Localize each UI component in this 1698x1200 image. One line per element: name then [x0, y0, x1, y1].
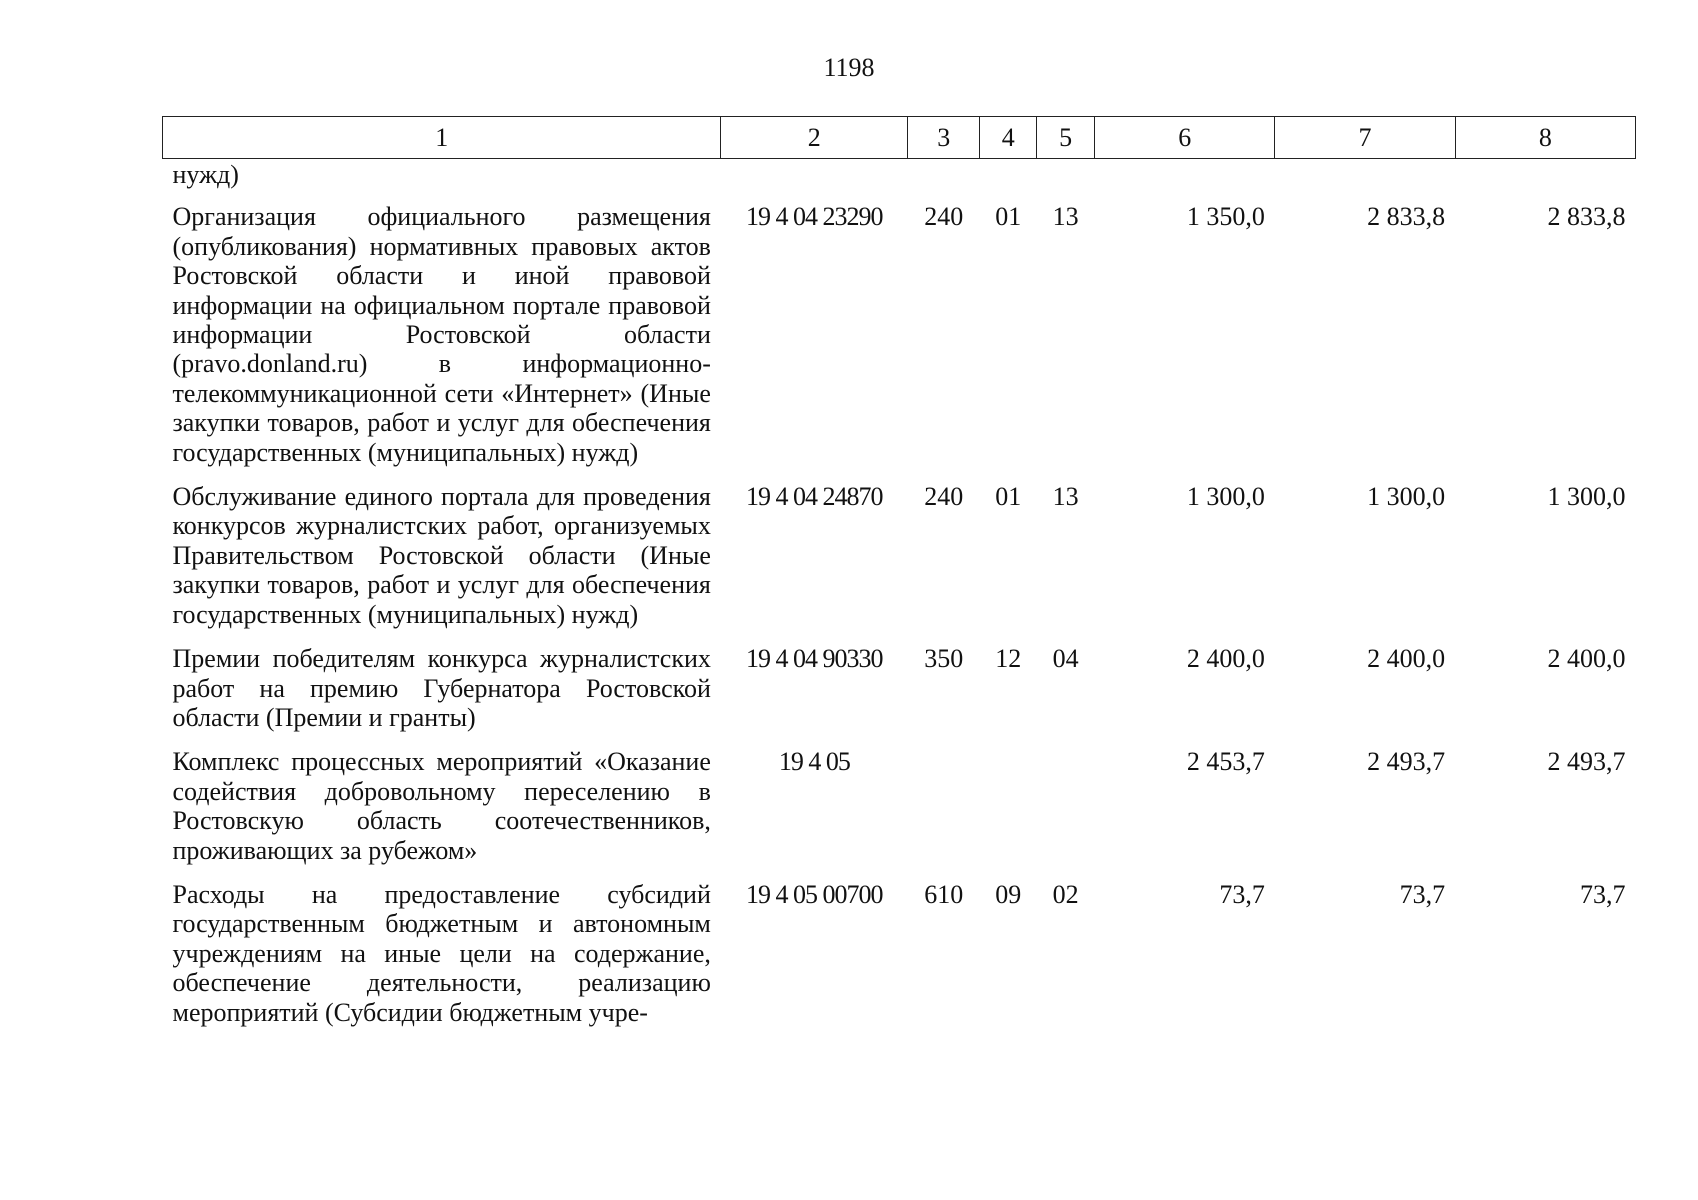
- row-expense-type: 240: [924, 482, 964, 512]
- row-name: Премии победителям конкурса журналистских работ на премию Губернатора Ростовской области (Премии и гранты): [172, 644, 711, 732]
- table-row: [163, 189, 1636, 469]
- column-header-5: 5: [1037, 117, 1095, 159]
- row-subsection: 04: [1052, 644, 1079, 674]
- row-target-article-code: 19 4 04 90330: [746, 644, 883, 674]
- row-target-article-code: 19 4 04 23290: [746, 202, 883, 232]
- row-target-article-code: 19 4 04 24870: [746, 482, 883, 512]
- row-section: 01: [995, 482, 1022, 512]
- row-subsection: 13: [1052, 202, 1079, 232]
- row-section: 01: [995, 202, 1022, 232]
- row-amount-col8: 2 833,8: [1547, 202, 1626, 232]
- row-section: [980, 734, 1037, 867]
- column-header-4: 4: [980, 117, 1037, 159]
- row-target-article-code: 19 4 05: [778, 747, 850, 777]
- row-expense-type: [908, 734, 980, 867]
- row-expense-type: 610: [924, 879, 964, 909]
- row-subsection: [1037, 734, 1095, 867]
- row-name: Комплекс процессных мероприятий «Оказание содействия добровольному переселению в Ростовскую область соотечественников, проживающих за рубежом»: [172, 747, 711, 865]
- continuation-text: нужд): [172, 160, 239, 189]
- column-header-8: 8: [1455, 117, 1635, 159]
- table-row: [163, 734, 1636, 867]
- row-amount-col6: 73,7: [1219, 879, 1265, 909]
- row-amount-col7: 2 400,0: [1367, 644, 1446, 674]
- column-header-3: 3: [908, 117, 980, 159]
- row-amount-col7: 73,7: [1399, 879, 1446, 909]
- page-number: 1198: [823, 53, 875, 82]
- row-amount-col7: 2 493,7: [1367, 747, 1446, 777]
- continuation-row: [163, 159, 1636, 190]
- table-row: [163, 867, 1636, 1029]
- row-amount-col8: 2 493,7: [1547, 747, 1626, 777]
- row-amount-col6: 1 300,0: [1186, 482, 1265, 512]
- row-amount-col8: 73,7: [1580, 879, 1626, 909]
- row-section: 12: [995, 644, 1022, 674]
- row-name: Организация официального размещения (опубликования) нормативных правовых актов Ростовской области и иной правовой информации на официальном портале правовой информации Ростовской области (pravo.donland.ru) в информационно-телекоммуникационной сети «Интернет» (Иные закупки товаров, работ и услуг для обеспечения государственных (муниципальных) нужд): [172, 202, 711, 467]
- row-amount-col7: 1 300,0: [1367, 482, 1446, 512]
- row-subsection: 02: [1052, 879, 1079, 909]
- column-number-header: [163, 117, 1636, 159]
- column-header-6: 6: [1095, 117, 1275, 159]
- table-row: [163, 469, 1636, 631]
- row-amount-col6: 2 400,0: [1186, 644, 1265, 674]
- column-header-2: 2: [721, 117, 908, 159]
- row-name: Расходы на предоставление субсидий государственным бюджетным и автономным учреждениям на иные цели на содержание, обеспечение деятельности, реализацию мероприятий (Субсидии бюджетным учре-: [172, 879, 711, 1027]
- row-amount-col8: 2 400,0: [1547, 644, 1626, 674]
- row-section: 09: [995, 879, 1022, 909]
- row-expense-type: 240: [924, 202, 964, 232]
- row-amount-col6: 2 453,7: [1186, 747, 1265, 777]
- budget-table: [162, 116, 1636, 1029]
- column-header-7: 7: [1275, 117, 1455, 159]
- row-expense-type: 350: [924, 644, 964, 674]
- table-row: [163, 631, 1636, 734]
- column-header-1: 1: [163, 117, 721, 159]
- row-amount-col7: 2 833,8: [1367, 202, 1446, 232]
- row-amount-col6: 1 350,0: [1186, 202, 1265, 232]
- row-subsection: 13: [1052, 482, 1079, 512]
- row-amount-col8: 1 300,0: [1547, 482, 1626, 512]
- row-name: Обслуживание единого портала для проведения конкурсов журналистских работ, организуемых Правительством Ростовской области (Иные закупки товаров, работ и услуг для обеспечения государственных (муниципальных) нужд): [172, 482, 711, 629]
- row-target-article-code: 19 4 05 00700: [746, 879, 883, 909]
